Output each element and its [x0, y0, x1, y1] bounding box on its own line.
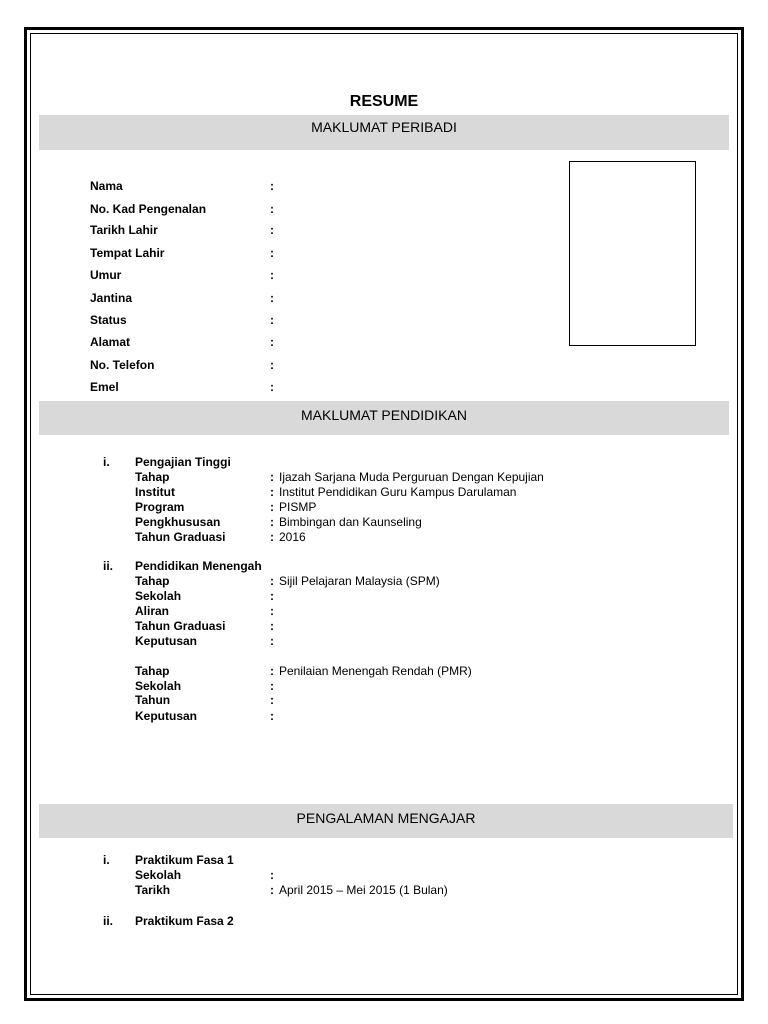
- list-number: i.: [103, 853, 110, 867]
- field-colon: :: [270, 709, 274, 723]
- photo-placeholder: [569, 161, 696, 346]
- field-colon: :: [270, 268, 274, 282]
- field-colon: :: [270, 470, 274, 484]
- field-label: Tahap: [135, 470, 170, 484]
- field-colon: :: [270, 530, 274, 544]
- field-colon: :: [270, 515, 274, 529]
- field-colon: :: [270, 883, 274, 897]
- field-label: Keputusan: [135, 709, 198, 723]
- education-heading: Pengajian Tinggi: [135, 455, 231, 469]
- field-colon: :: [270, 500, 274, 514]
- list-number: ii.: [103, 914, 114, 928]
- field-colon: :: [270, 246, 274, 260]
- field-colon: :: [270, 380, 274, 394]
- field-label: Emel: [90, 380, 119, 394]
- field-colon: :: [270, 619, 274, 633]
- education-heading: Pendidikan Menengah: [135, 559, 262, 573]
- field-colon: :: [270, 335, 274, 349]
- field-label: Status: [90, 313, 127, 327]
- field-label: No. Kad Pengenalan: [90, 202, 207, 216]
- section-personal-header: MAKLUMAT PERIBADI: [39, 115, 729, 150]
- field-colon: :: [270, 179, 274, 193]
- field-colon: :: [270, 313, 274, 327]
- field-label: Tempat Lahir: [90, 246, 165, 260]
- field-label: Nama: [90, 179, 123, 193]
- field-colon: :: [270, 604, 274, 618]
- field-label: Program: [135, 500, 185, 514]
- field-label: Tahun Graduasi: [135, 530, 226, 544]
- field-colon: :: [270, 223, 274, 237]
- list-number: ii.: [103, 559, 114, 573]
- experience-heading: Praktikum Fasa 1: [135, 853, 234, 867]
- field-label: Tahap: [135, 574, 170, 588]
- field-label: Tahap: [135, 664, 170, 678]
- section-education-header: MAKLUMAT PENDIDIKAN: [39, 401, 729, 435]
- field-colon: :: [270, 574, 274, 588]
- field-value: PISMP: [279, 500, 317, 514]
- field-value: April 2015 – Mei 2015 (1 Bulan): [279, 883, 448, 897]
- field-colon: :: [270, 202, 274, 216]
- field-label: Tahun: [135, 693, 171, 707]
- field-label: Aliran: [135, 604, 170, 618]
- section-experience-header: PENGALAMAN MENGAJAR: [39, 804, 733, 838]
- field-label: Sekolah: [135, 589, 182, 603]
- field-colon: :: [270, 868, 274, 882]
- field-colon: :: [270, 291, 274, 305]
- field-label: No. Telefon: [90, 358, 155, 372]
- field-colon: :: [270, 589, 274, 603]
- field-label: Jantina: [90, 291, 133, 305]
- resume-title: RESUME: [349, 93, 419, 110]
- field-colon: :: [270, 679, 274, 693]
- list-number: i.: [103, 455, 110, 469]
- field-colon: :: [270, 358, 274, 372]
- field-label: Pengkhususan: [135, 515, 221, 529]
- field-colon: :: [270, 634, 274, 648]
- field-colon: :: [270, 664, 274, 678]
- field-colon: :: [270, 693, 274, 707]
- field-value: Sijil Pelajaran Malaysia (SPM): [279, 574, 440, 588]
- field-colon: :: [270, 485, 274, 499]
- field-value: Bimbingan dan Kaunseling: [279, 515, 422, 529]
- field-label: Umur: [90, 268, 122, 282]
- field-label: Sekolah: [135, 679, 182, 693]
- experience-heading: Praktikum Fasa 2: [135, 914, 234, 928]
- field-label: Sekolah: [135, 868, 182, 882]
- field-label: Tarikh: [135, 883, 171, 897]
- field-label: Tarikh Lahir: [90, 223, 158, 237]
- field-value: Ijazah Sarjana Muda Perguruan Dengan Kepujian: [279, 470, 544, 484]
- field-value: Penilaian Menengah Rendah (PMR): [279, 664, 472, 678]
- field-label: Alamat: [90, 335, 131, 349]
- field-label: Keputusan: [135, 634, 198, 648]
- field-value: 2016: [279, 530, 306, 544]
- field-value: Institut Pendidikan Guru Kampus Darulaman: [279, 485, 517, 499]
- field-label: Tahun Graduasi: [135, 619, 226, 633]
- field-label: Institut: [135, 485, 175, 499]
